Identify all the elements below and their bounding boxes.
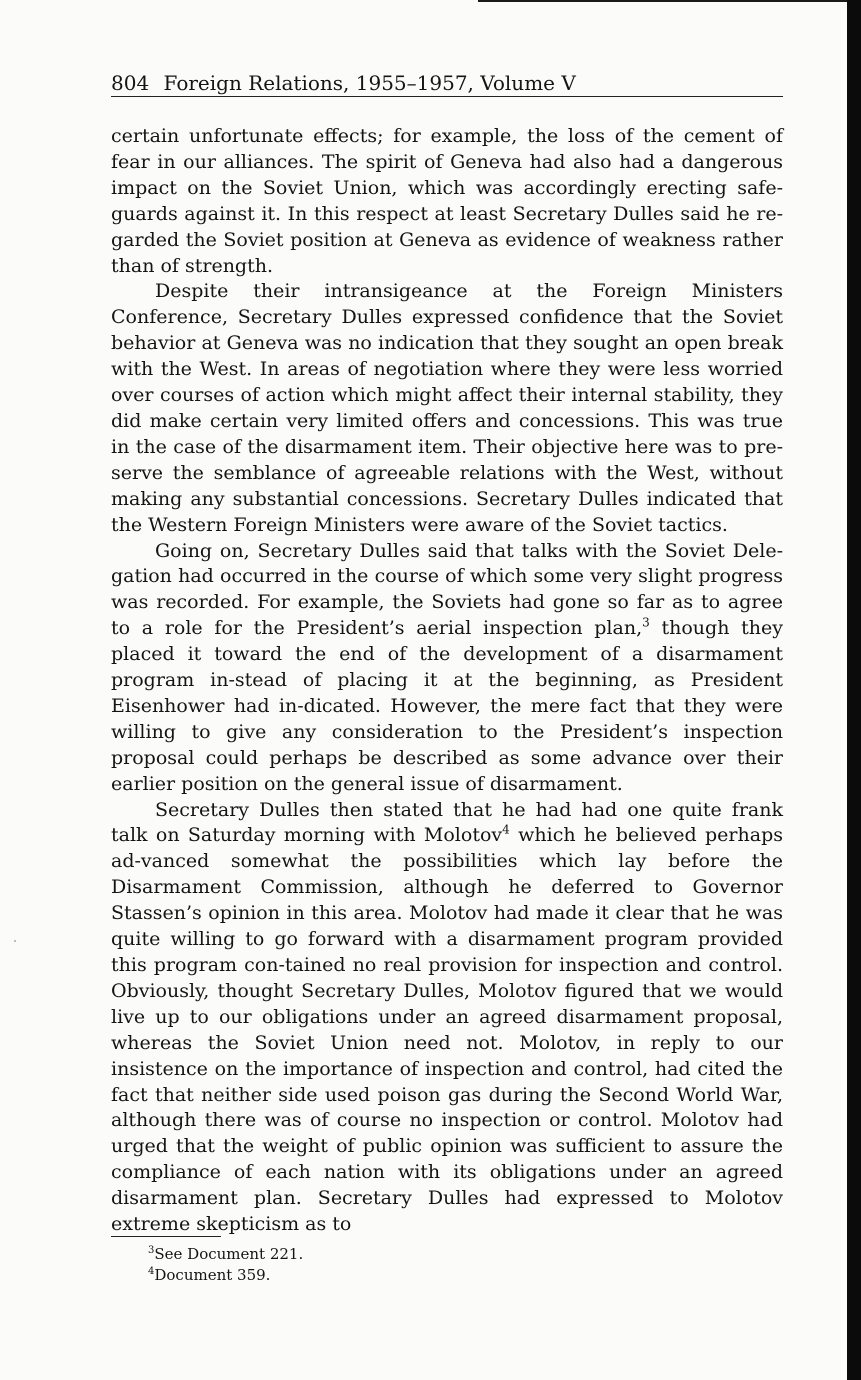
footnote-4	[148, 1265, 768, 1286]
paragraph-text: though they placed it toward the end of the development of a disarmament program in-stead of placing it at the beginning, as President Eisenhower had in-dicated. However, the mere fact that they were willing to give any consideration to the President’s inspection proposal could perhaps be described as some advance over their earlier position on the general issue of disarmament.	[111, 617, 783, 795]
footnote-3	[148, 1244, 768, 1265]
paragraph-text: Despite their intransigeance at the Foreign Ministers Conference, Secretary Dulles expressed confidence that the Soviet behavior at Geneva was no indication that they sought an open break with the West. In areas of negotiation where they were less worried over courses of action which might affect their internal stability, they did make certain very limited offers and concessions. This was true in the case of the disarmament item. Their objective here was to pre-serve the semblance of agreeable relations with the West, without making any substantial concessions. Secretary Dulles indicated that the Western Foreign Ministers were aware of the Soviet tactics.	[111, 280, 783, 536]
scan-right-edge	[847, 0, 861, 1380]
header-rule	[111, 96, 783, 97]
paragraph-text: Secretary Dulles then stated that he had had one quite frank talk on Saturday morning with Molotov	[111, 798, 783, 847]
scan-top-rule	[478, 0, 861, 2]
footnote-ref-3: 3	[642, 615, 650, 630]
running-header	[111, 70, 783, 98]
footnote-rule	[111, 1236, 221, 1237]
paragraph-4	[111, 798, 783, 1238]
paragraph-2	[111, 279, 783, 538]
body-text	[111, 124, 783, 1238]
scan-speck	[14, 940, 16, 942]
paragraph-1	[111, 124, 783, 279]
page-number: 804	[111, 71, 150, 95]
paragraph-text: which he believed perhaps ad-vanced somewhat the possibilities which lay before the Disarmament Commission, although he deferred to Governor Stassen’s opinion in this area. Molotov had made it clear that he was quite willing to go forward with a disarmament program provided this program con-tained no real provision for inspection and control. Obviously, thought Secretary Dulles, Molotov figured that we would live up to our obligations under an agreed disarmament proposal, whereas the Soviet Union need not. Molotov, in reply to our insistence on the importance of inspection and control, had cited the fact that neither side used poison gas during the Second World War, although there was of course no inspection or control. Molotov had urged that the weight of public opinion was sufficient to assure the compliance of each nation with its obligations under an agreed disarmament plan. Secretary Dulles had expressed to Molotov extreme skepticism as to	[111, 824, 783, 1236]
footnote-text: Document 359.	[154, 1266, 271, 1284]
paragraph-text: Going on, Secretary Dulles said that talks with the Soviet Dele-gation had occurred in the course of which some very slight progress was recorded. For example, the Soviets had gone so far as to agree to a role for the President’s aerial inspection plan,	[111, 539, 783, 640]
footnote-ref-4: 4	[502, 823, 510, 838]
running-title: Foreign Relations, 1955–1957, Volume V	[163, 71, 576, 95]
paragraph-3	[111, 539, 783, 798]
footnote-mark: 3	[148, 1245, 155, 1256]
paragraph-text: certain unfortunate effects; for example, the loss of the cement of fear in our alliances. The spirit of Geneva had also had a dangerous impact on the Soviet Union, which was accordingly erecting safe-guards against it. In this respect at least Secretary Dulles said he re-garded the Soviet position at Geneva as evidence of weakness rather than of strength.	[111, 125, 783, 277]
footnote-text: See Document 221.	[154, 1245, 304, 1263]
footnote-mark: 4	[148, 1266, 155, 1277]
footnotes	[148, 1244, 768, 1286]
